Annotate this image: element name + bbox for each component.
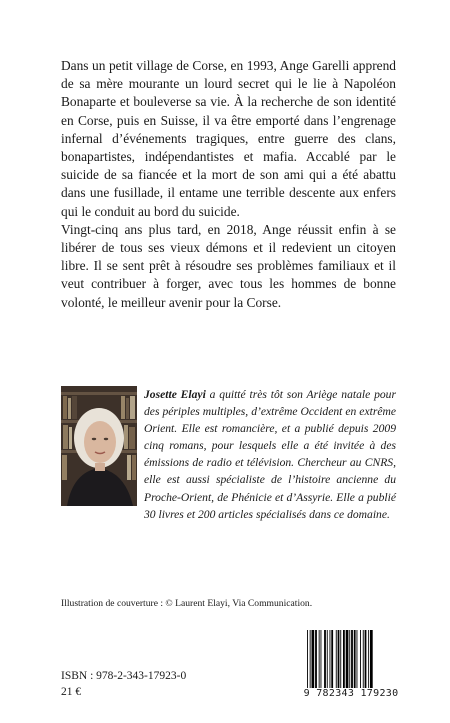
author-photo — [61, 386, 137, 506]
barcode-number: 9 782343 179230 — [303, 688, 399, 699]
author-biography — [144, 386, 396, 523]
author-name: Josette Elayi — [144, 388, 206, 401]
isbn-price-block — [61, 668, 186, 700]
isbn: ISBN : 978-2-343-17923-0 — [61, 670, 187, 682]
synopsis-paragraph-1: Dans un petit village de Corse, en 1993, Ange Garelli apprend de sa mère mourante un lourd secret qui le lie à Napoléon Bonaparte et bouleverse sa vie. À la recherche de son identité en Corse, puis en Suisse, il va être emporté dans l’engrenage infernal d’événements tragiques, entre guerre des clans, bonapartistes, indépendantistes et mafia. Accablé par le suicide de sa fiancée et la mort de son ami qui a été abattu dans une fusillade, il entame une terrible descente aux enfers qui le conduit au bord du suicide. — [61, 58, 396, 219]
cover-illustration-credit: Illustration de couverture : © Laurent Elayi, Via Communication. — [61, 598, 313, 609]
author-bio-text: a quitté très tôt son Ariège natale pour des périples multiples, d’extrême Occident en extrême Orient. Elle est romancière, et a publié depuis 2009 cinq romans, pour lesquels elle a été invitée à des émissions de radio et télévision. Chercheur au CNRS, elle est aussi spécialiste de l’histoire ancienne du Proche-Orient, de Phénicie et d’Assyrie. Elle a publié 30 livres et 200 articles spécialisés dans ce domaine. — [144, 388, 396, 521]
barcode — [306, 630, 396, 690]
synopsis-paragraph-2: Vingt-cinq ans plus tard, en 2018, Ange réussit enfin à se libérer de tous ses vieux démons et il redevient un citoyen libre. Il se sent prêt à résoudre ses problèmes familiaux et il veut contribuer à forger, avec tous les hommes de bonne volonté, le meilleur avenir pour la Corse. — [61, 221, 396, 310]
back-cover-synopsis — [61, 57, 396, 312]
price: 21 € — [61, 686, 82, 698]
